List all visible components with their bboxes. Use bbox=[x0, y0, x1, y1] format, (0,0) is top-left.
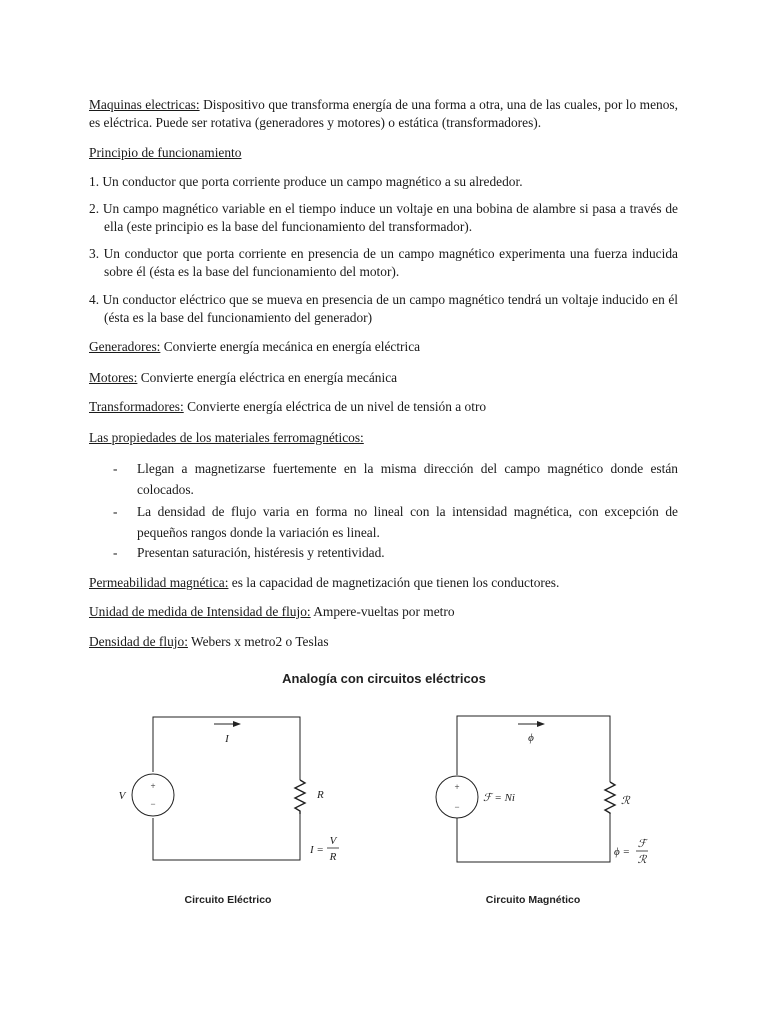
magnetic-wire-bottom bbox=[457, 814, 610, 862]
ohm-law-numerator: V bbox=[329, 835, 337, 847]
resistor-label: R bbox=[317, 789, 324, 801]
property-text-2: La densidad de flujo varia en forma no lineal con la intensidad magnética, con excepción de pequeños rangos donde la variación es lineal. bbox=[137, 504, 678, 540]
property-text-1: Llegan a magnetizarse fuertemente en la misma dirección del campo magnético donde están colocados. bbox=[137, 461, 678, 497]
ohm-law-lhs: I = bbox=[310, 844, 324, 856]
mmf-minus: − bbox=[454, 802, 460, 812]
flux-label: ϕ bbox=[528, 732, 534, 744]
properties-heading bbox=[89, 429, 678, 447]
properties-heading-text: Las propiedades de los materiales ferromagnéticos: bbox=[89, 430, 364, 445]
magnetic-circuit bbox=[436, 716, 649, 906]
electric-wire-top bbox=[153, 717, 300, 780]
bullet-dash: - bbox=[113, 461, 118, 476]
unidad-line bbox=[89, 603, 678, 621]
definition-term: Maquinas electricas: bbox=[89, 97, 200, 112]
resistor-icon bbox=[295, 780, 305, 814]
principle-item-3: 3. Un conductor que porta corriente en presencia de un campo magnético experimenta una fuerza inducida sobre él (ésta es la base del funcionamiento del motor). bbox=[89, 246, 678, 279]
mmf-label: ℱ = Ni bbox=[483, 792, 515, 804]
source-plus: + bbox=[150, 781, 156, 791]
circuit-analogy-figure bbox=[0, 700, 768, 920]
electric-circuit bbox=[119, 717, 339, 906]
unidad-term: Unidad de medida de Intensidad de flujo: bbox=[89, 604, 311, 619]
magnetic-caption: Circuito Magnético bbox=[485, 894, 581, 906]
permeabilidad-line bbox=[89, 574, 678, 592]
figure-title: Analogía con circuitos eléctricos bbox=[282, 671, 486, 686]
principle-item-4: 4. Un conductor eléctrico que se mueva en presencia de un campo magnético tendrá un voltaje inducido en él (ésta es la base del funcionamiento del generador) bbox=[89, 292, 678, 325]
flux-law-numerator: ℱ bbox=[637, 838, 647, 850]
principle-heading-text: Principio de funcionamiento bbox=[89, 145, 242, 160]
reluctance-label: ℛ bbox=[621, 795, 630, 807]
unidad-text: Ampere-vueltas por metro bbox=[310, 604, 455, 619]
ohm-law-denominator: R bbox=[329, 851, 337, 863]
transformadores-text: Convierte energía eléctrica de un nivel de tensión a otro bbox=[183, 399, 487, 414]
definition-text: Dispositivo que transforma energía de una forma a otra, una de las cuales, por lo menos, es eléctrica. Puede ser rotativa (generadores y motores) o estática (transformadores). bbox=[89, 97, 678, 130]
principle-item-2: 2. Un campo magnético variable en el tiempo induce un voltaje en una bobina de alambre si pasa a través de ella (este principio es la base del funcionamiento del transformador). bbox=[89, 201, 678, 234]
motores-line bbox=[89, 369, 678, 387]
mmf-plus: + bbox=[454, 782, 460, 792]
generadores-text: Convierte energía mecánica en energía eléctrica bbox=[160, 339, 421, 354]
source-label: V bbox=[118, 790, 126, 802]
transformadores-term: Transformadores: bbox=[89, 399, 184, 414]
source-minus: − bbox=[150, 799, 156, 809]
densidad-text: Webers x metro2 o Teslas bbox=[187, 634, 329, 649]
magnetic-wire-top bbox=[457, 716, 610, 782]
bullet-dash: - bbox=[113, 545, 118, 560]
property-text-3: Presentan saturación, histéresis y retentividad. bbox=[137, 545, 385, 560]
motores-term: Motores: bbox=[89, 370, 138, 385]
densidad-term: Densidad de flujo: bbox=[89, 634, 188, 649]
permeabilidad-term: Permeabilidad magnética: bbox=[89, 575, 229, 590]
flux-law-lhs: ϕ = bbox=[614, 846, 630, 858]
motores-text: Convierte energía eléctrica en energía mecánica bbox=[137, 370, 398, 385]
principle-item-1: 1. Un conductor que porta corriente produce un campo magnético a su alrededor. bbox=[89, 174, 523, 189]
bullet-dash: - bbox=[113, 504, 118, 519]
densidad-line bbox=[89, 633, 678, 651]
electric-wire-bottom bbox=[153, 814, 300, 860]
definition-paragraph bbox=[89, 96, 678, 132]
current-label: I bbox=[225, 733, 229, 745]
transformadores-line bbox=[89, 398, 678, 416]
principle-heading bbox=[89, 144, 678, 162]
reluctance-icon bbox=[605, 782, 615, 814]
flux-law-denominator: ℛ bbox=[637, 854, 647, 866]
generadores-line bbox=[89, 338, 678, 356]
electric-caption: Circuito Eléctrico bbox=[184, 894, 272, 906]
permeabilidad-text: es la capacidad de magnetización que tienen los conductores. bbox=[228, 575, 560, 590]
generadores-term: Generadores: bbox=[89, 339, 161, 354]
